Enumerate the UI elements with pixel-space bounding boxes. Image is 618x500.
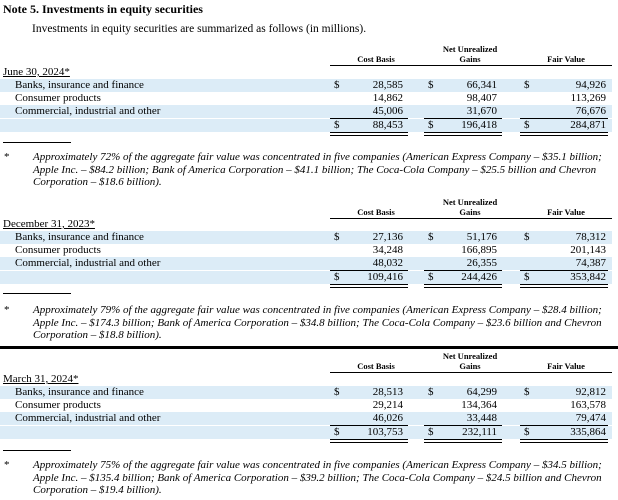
fair-value-value: 94,926 — [575, 79, 606, 91]
currency-sign: $ — [334, 79, 340, 91]
total-double-rule — [330, 284, 408, 288]
table-row — [0, 79, 612, 92]
period-label: June 30, 2024* — [3, 66, 70, 78]
total-net-gains: 196,418 — [461, 119, 497, 131]
header-net-unrealized — [424, 44, 516, 54]
currency-sign: $ — [524, 271, 530, 283]
fair-value-value: 74,387 — [575, 257, 606, 269]
footnote-marker: * — [4, 151, 10, 163]
table-row — [0, 399, 612, 412]
table-row — [0, 92, 612, 105]
net-gains-value: 134,364 — [461, 399, 497, 411]
row-label: Commercial, industrial and other — [15, 105, 161, 117]
total-double-rule — [520, 439, 608, 443]
header-rule — [330, 372, 612, 373]
footnote-marker: * — [4, 459, 10, 471]
net-gains-value: 66,341 — [466, 79, 497, 91]
total-fair-value: 284,871 — [570, 119, 606, 131]
currency-sign: $ — [428, 79, 434, 91]
total-double-rule — [520, 132, 608, 136]
period-label: March 31, 2024* — [3, 373, 79, 385]
net-gains-value: 64,299 — [466, 386, 497, 398]
currency-sign: $ — [334, 119, 340, 131]
cost-basis-value: 27,136 — [372, 231, 403, 243]
net-gains-value: 166,895 — [461, 244, 497, 256]
cost-basis-value: 14,862 — [372, 92, 403, 104]
table-row — [0, 386, 612, 399]
total-double-rule — [424, 439, 502, 443]
currency-sign: $ — [428, 426, 434, 438]
total-row — [0, 119, 612, 132]
currency-sign: $ — [334, 426, 340, 438]
row-label: Consumer products — [15, 399, 101, 411]
row-label: Consumer products — [15, 92, 101, 104]
total-fair-value: 335,864 — [570, 426, 606, 438]
row-label: Banks, insurance and finance — [15, 79, 144, 91]
net-gains-value: 98,407 — [466, 92, 497, 104]
fair-value-value: 163,578 — [570, 399, 606, 411]
total-fair-value: 353,842 — [570, 271, 606, 283]
row-label: Consumer products — [15, 244, 101, 256]
fair-value-value: 79,474 — [575, 412, 606, 424]
header-net-unrealized-line1: Net Unrealized — [442, 351, 498, 361]
row-label: Commercial, industrial and other — [15, 257, 161, 269]
footnote-rule — [3, 142, 71, 143]
row-label: Banks, insurance and finance — [15, 231, 144, 243]
currency-sign: $ — [428, 119, 434, 131]
currency-sign: $ — [524, 79, 530, 91]
footnote-text: Approximately 72% of the aggregate fair value was concentrated in five companies (American Express Company – $35.1 billion; Apple Inc. – $84.2 billion; Bank of America Corporation – $41.1 billion; The Coca-Cola Company – $25.5 billion and Chevron Corporation – $18.6 billion). — [33, 151, 602, 188]
currency-sign: $ — [524, 231, 530, 243]
cost-basis-value: 29,214 — [372, 399, 403, 411]
footnote-marker: * — [4, 304, 10, 316]
header-fair-value: Fair Value — [547, 207, 585, 217]
footnote-rule — [3, 293, 71, 294]
total-row — [0, 271, 612, 284]
header-net-unrealized-line1: Net Unrealized — [442, 44, 498, 54]
net-gains-value: 26,355 — [466, 257, 497, 269]
note-title: Note 5. Investments in equity securities — [3, 2, 203, 16]
table-row — [0, 257, 612, 270]
footnote-text: Approximately 75% of the aggregate fair value was concentrated in five companies (American Express Company – $34.5 billion; Apple Inc. – $135.4 billion; Bank of America Corporation – $39.2 billion; The Coca-Cola Company – $24.5 billion and Chevron Corporation – $19.4 billion). — [33, 459, 602, 496]
currency-sign: $ — [334, 231, 340, 243]
cost-basis-value: 34,248 — [372, 244, 403, 256]
table-row — [0, 244, 612, 257]
currency-sign: $ — [524, 386, 530, 398]
total-double-rule — [520, 284, 608, 288]
header-net-unrealized-line2: Gains — [459, 361, 481, 371]
cost-basis-value: 28,513 — [372, 386, 403, 398]
header-rule — [330, 218, 612, 219]
cost-basis-value: 45,006 — [372, 105, 403, 117]
intro-text: Investments in equity securities are summarized as follows (in millions). — [32, 23, 367, 35]
total-net-gains: 232,111 — [462, 426, 497, 438]
footnote-rule — [3, 450, 71, 451]
table-row — [0, 412, 612, 425]
currency-sign: $ — [334, 386, 340, 398]
header-fair-value: Fair Value — [547, 54, 585, 64]
net-gains-value: 31,670 — [466, 105, 497, 117]
total-cost-basis: 109,416 — [367, 271, 403, 283]
fair-value-value: 92,812 — [575, 386, 606, 398]
section-separator — [0, 346, 618, 349]
table-row — [0, 231, 612, 244]
footnote-text: Approximately 79% of the aggregate fair value was concentrated in five companies (American Express Company – $28.4 billion; Apple Inc. – $174.3 billion; Bank of America Corporation – $34.8 billion; The Coca-Cola Company – $23.6 billion and Chevron Corporation – $18.8 billion). — [33, 304, 602, 341]
header-net-unrealized-line2: Gains — [459, 207, 481, 217]
cost-basis-value: 28,585 — [372, 79, 403, 91]
total-double-rule — [424, 132, 502, 136]
header-cost-basis: Cost Basis — [357, 361, 395, 371]
header-net-unrealized-line1: Net Unrealized — [442, 197, 498, 207]
currency-sign: $ — [524, 119, 530, 131]
fair-value-value: 113,269 — [570, 92, 606, 104]
fair-value-value: 78,312 — [575, 231, 606, 243]
header-gains-cell — [424, 361, 516, 371]
fair-value-value: 201,143 — [570, 244, 606, 256]
currency-sign: $ — [524, 426, 530, 438]
total-double-rule — [330, 132, 408, 136]
net-gains-value: 51,176 — [466, 231, 497, 243]
fair-value-value: 76,676 — [575, 105, 606, 117]
currency-sign: $ — [428, 231, 434, 243]
cost-basis-value: 48,032 — [372, 257, 403, 269]
header-net-unrealized — [424, 197, 516, 207]
total-net-gains: 244,426 — [461, 271, 497, 283]
header-rule — [330, 65, 612, 66]
table-row — [0, 105, 612, 118]
currency-sign: $ — [428, 386, 434, 398]
cost-basis-value: 46,026 — [372, 412, 403, 424]
total-double-rule — [424, 284, 502, 288]
net-gains-value: 33,448 — [466, 412, 497, 424]
currency-sign: $ — [428, 271, 434, 283]
header-cost-basis: Cost Basis — [357, 54, 395, 64]
header-fair-value: Fair Value — [547, 361, 585, 371]
row-label: Banks, insurance and finance — [15, 386, 144, 398]
header-gains-cell — [424, 207, 516, 217]
header-net-unrealized-line2: Gains — [459, 54, 481, 64]
total-cost-basis: 88,453 — [372, 119, 403, 131]
total-double-rule — [330, 439, 408, 443]
period-label: December 31, 2023* — [3, 218, 95, 230]
header-gains-cell — [424, 54, 516, 64]
total-cost-basis: 103,753 — [367, 426, 403, 438]
header-net-unrealized — [424, 351, 516, 361]
currency-sign: $ — [334, 271, 340, 283]
total-row — [0, 426, 612, 439]
row-label: Commercial, industrial and other — [15, 412, 161, 424]
header-cost-basis: Cost Basis — [357, 207, 395, 217]
